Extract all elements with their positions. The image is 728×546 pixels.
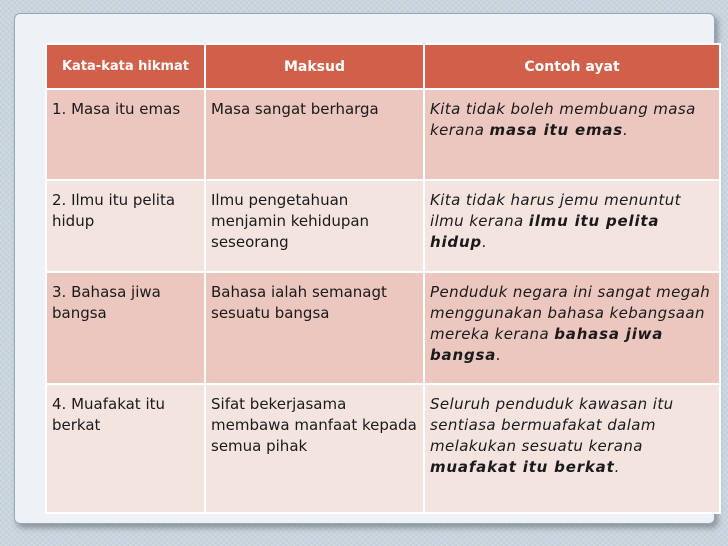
- hikmat-cell: 3. Bahasa jiwa bangsa: [46, 272, 205, 384]
- hikmat-cell: 1. Masa itu emas: [46, 89, 205, 180]
- header-kata-kata-hikmat: Kata-kata hikmat: [46, 44, 205, 89]
- table-row: [46, 89, 720, 180]
- maksud-cell: Bahasa ialah semanagt sesuatu bangsa: [205, 272, 424, 384]
- contoh-bold: bahasa jiwa bangsa: [430, 325, 664, 364]
- contoh-end: .: [614, 458, 620, 476]
- contoh-text: Kita tidak boleh membuang masa kerana: [430, 100, 696, 139]
- contoh-cell: [424, 180, 720, 272]
- hikmat-cell: 4. Muafakat itu berkat: [46, 384, 205, 513]
- contoh-end: .: [623, 121, 629, 139]
- table-row: [46, 272, 720, 384]
- contoh-end: .: [481, 233, 488, 251]
- proverb-table: [45, 43, 721, 514]
- maksud-cell: Masa sangat berharga: [205, 89, 424, 180]
- table-row: [46, 384, 720, 513]
- hikmat-cell: 2. Ilmu itu pelita hidup: [46, 180, 205, 272]
- contoh-bold: masa itu emas: [489, 121, 624, 139]
- header-maksud: Maksud: [205, 44, 424, 89]
- header-contoh-ayat: Contoh ayat: [424, 44, 720, 89]
- contoh-cell: [424, 384, 720, 513]
- contoh-bold: muafakat itu berkat: [430, 458, 615, 476]
- contoh-text: Seluruh penduduk kawasan itu sentiasa bermuafakat dalam melakukan sesuatu kerana: [430, 395, 674, 455]
- contoh-bold: ilmu itu pelita hidup: [430, 212, 660, 251]
- contoh-cell: [424, 272, 720, 384]
- contoh-cell: [424, 89, 720, 180]
- maksud-cell: Ilmu pengetahuan menjamin kehidupan seseorang: [205, 180, 424, 272]
- header-row: [46, 44, 720, 89]
- contoh-end: .: [496, 346, 502, 364]
- contoh-text: Penduduk negara ini sangat megah menggunakan bahasa kebangsaan mereka kerana: [430, 283, 711, 343]
- maksud-cell: Sifat bekerjasama membawa manfaat kepada semua pihak: [205, 384, 424, 513]
- table-row: [46, 180, 720, 272]
- slide-frame: [14, 13, 715, 524]
- contoh-text: Kita tidak harus jemu menuntut ilmu kerana: [430, 191, 681, 230]
